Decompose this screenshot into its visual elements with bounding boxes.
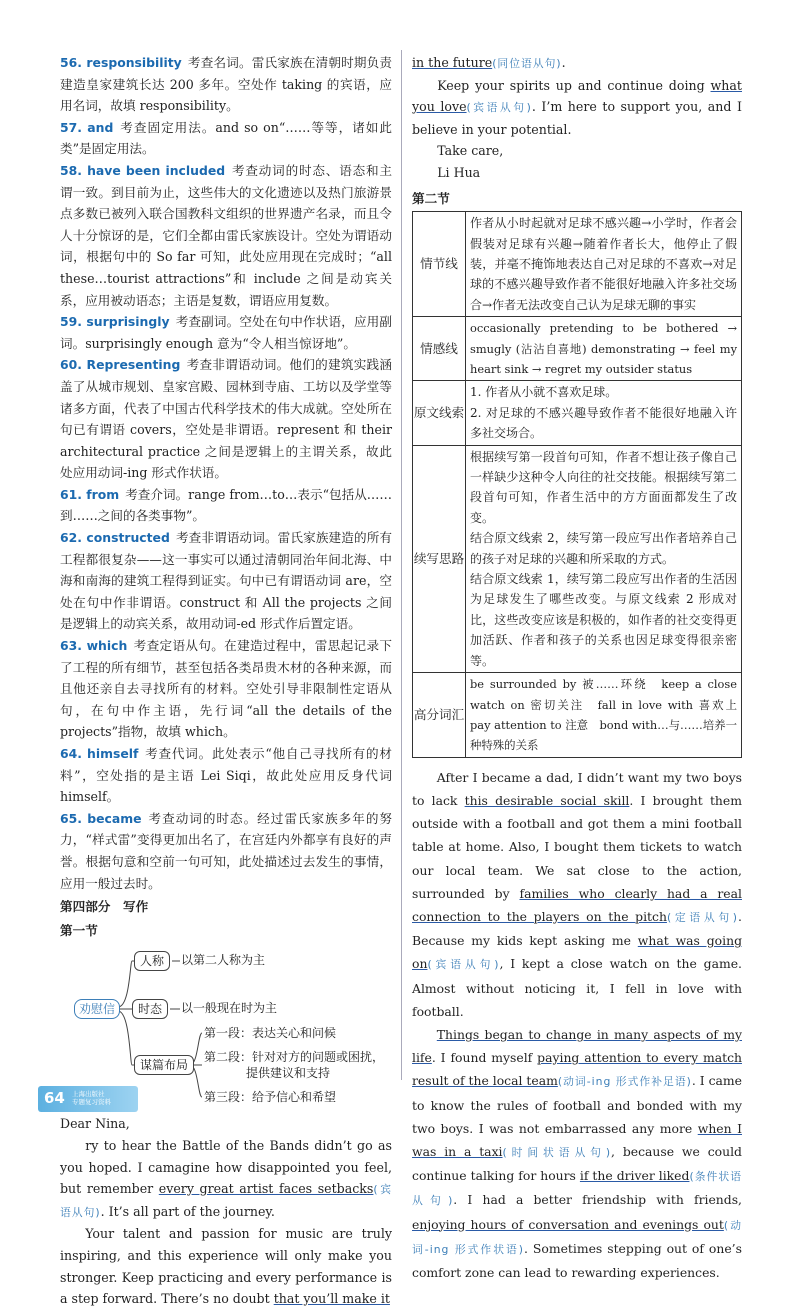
sample-letter-continued	[412, 52, 742, 184]
right-column	[412, 52, 749, 1284]
letter-p1-text-c: . It’s all part of the journey.	[100, 1203, 275, 1219]
mindmap-tense-desc: 以一般现在时为主	[181, 1001, 278, 1016]
letter-p1-underlined: every great artist faces setbacks	[158, 1181, 374, 1197]
letter-p2-text-c: .	[561, 55, 566, 70]
analysis-row	[413, 673, 742, 758]
mindmap-para1: 第一段：表达关心和问候	[204, 1026, 337, 1041]
essay-p2-underlined-1: Things began to change in many aspects of my life	[412, 1026, 742, 1066]
answer-text: 考查介词。range from…to…表示“包括从……到……之间的各类事物”。	[60, 486, 392, 524]
analysis-row-content: 1. 作者从小就不喜欢足球。 2. 对足球的不感兴趣导致作者不能很好地融入许多社交场合。	[466, 381, 742, 445]
answer-item	[60, 354, 392, 484]
essay-p2-note-3: (条件状语从句)	[412, 1170, 742, 1208]
analysis-row-content: 作者从小时起就对足球不感兴趣→小学时，作者会假装对足球有兴趣→随着作者长大，他停止了假装，并毫不掩饰地表达自己对足球的不喜欢→对足球的不感兴趣导致作者不能很好地融入许多社交场合→作者无法改变自己认为足球无聊的事实	[466, 212, 742, 317]
section1-title: 第一节	[60, 922, 98, 938]
letter-p3-note: (宾语从句)	[466, 101, 532, 115]
answer-item	[60, 808, 392, 894]
analysis-row-label: 原文线索	[413, 381, 466, 445]
mindmap-person-desc: 以第二人称为主	[181, 953, 266, 968]
answer-item	[60, 117, 392, 160]
letter-p2-note: (同位语从句)	[492, 57, 562, 70]
answer-text: 考查非谓语动词。他们的建筑实践涵盖了从城市规划、皇家宫殿、园林到寺庙、工坊以及学堂等诸多方面，代表了中国古代科学技术的伟大成就。空处所在句已有谓语 covers，空处是非谓语。represent 和 their architectural practice 之间是逻辑上的主谓关系，故此处应用动词-ing 形式作状语。	[60, 357, 393, 481]
analysis-row-label: 续写思路	[413, 445, 466, 672]
answer-number: 64. himself	[60, 746, 139, 761]
answer-item	[60, 743, 392, 808]
letter-paragraph-1	[60, 1135, 392, 1223]
mindmap-node-tense: 时态	[132, 999, 168, 1019]
page-number: 64	[44, 1089, 65, 1107]
answer-number: 58. have been included	[60, 162, 226, 178]
essay-p1-text-c: . Because my kids kept asking me	[412, 908, 742, 949]
mindmap-para2-line1: 第二段：针对对方的问题或困扰，	[204, 1050, 385, 1065]
answer-number: 60. Representing	[60, 357, 181, 373]
answer-text: 考查名词。雷氏家族在清朝时期负责建造皇家建筑长达 200 多年。空处作 taking 的宾语，应用名词，故填 responsibility。	[60, 55, 393, 114]
section2-title: 第二节	[412, 190, 450, 206]
essay-p2-note-1: (动词-ing 形式作补足语)	[557, 1075, 692, 1089]
letter-p3-text-a: Keep your spirits up and continue doing	[437, 77, 711, 93]
letter-p1-note: (宾语从句)	[60, 1183, 393, 1219]
mindmap-node-layout: 谋篇布局	[134, 1055, 194, 1075]
answer-number: 59. surprisingly	[60, 314, 170, 330]
answer-item	[60, 484, 392, 527]
essay-p2-underlined-2: paying attention to every match result of the local team	[412, 1050, 742, 1089]
answer-text: 考查动词的时态。经过雷氏家族多年的努力，“样式雷”变得更加出名了，在宫廷内外都享有良好的声誉。根据句意和空前一句可知，此处描述过去发生的事情，应用一般过去时。	[60, 810, 392, 891]
answer-number: 61. from	[60, 486, 120, 502]
badge-caption-line1: 上海出版社	[72, 1090, 105, 1098]
essay-p1-note-1: (定语从句)	[666, 910, 739, 924]
analysis-row-label: 情感线	[413, 317, 466, 381]
letter-salutation: Dear Nina,	[60, 1116, 130, 1132]
essay-p1-text-d: , I kept a close watch on the game. Almost without noticing it, I fell in love with football.	[412, 956, 742, 1019]
essay-p2-note-2: (时间状语从句)	[502, 1145, 612, 1159]
badge-caption	[72, 1090, 111, 1106]
analysis-row-label: 高分词汇	[413, 673, 466, 758]
analysis-row-content: be surrounded by 被……环绕 keep a close watch on 密切关注 fall in love with 喜欢上 pay attention to 注意 bond with…与……培养一种特殊的关系	[466, 673, 742, 758]
letter-paragraph-2	[60, 1223, 392, 1309]
badge-caption-line2: 专题复习资料	[72, 1098, 111, 1106]
mindmap-root: 劝慰信	[74, 999, 120, 1019]
essay-p2-note-4: (动词-ing 形式作状语)	[412, 1218, 742, 1256]
essay-p2-underlined-3: when I was in a taxi	[412, 1120, 742, 1159]
essay-p2-text-c: , because we could continue talking for hours	[412, 1143, 742, 1184]
answer-item	[60, 52, 392, 117]
answer-number: 56. responsibility	[60, 55, 182, 70]
letter-p1-text-a: ry to hear the Battle of the Bands didn’t go as you hoped. I ca	[60, 1137, 392, 1175]
answer-text: 考查代词。此处表示“他自己寻找所有的材料”，空处指的是主语 Lei Siqi，故此处应用反身代词 himself。	[60, 746, 392, 805]
mindmap-para3: 第三段：给予信心和希望	[204, 1090, 337, 1105]
letter-closing: Take care,	[437, 143, 504, 159]
answer-explanations	[60, 52, 392, 894]
answer-text: 考查副词。空处在句中作状语，应用副词。surprisingly enough 意为“令人相当惊讶地”。	[60, 314, 393, 351]
answer-number: 57. and	[60, 119, 114, 135]
page-number-badge	[38, 1086, 138, 1112]
answer-item	[60, 527, 392, 635]
letter-p1-text-b: magine how disappointed you feel, but remember	[60, 1159, 392, 1197]
answer-number: 63. which	[60, 638, 128, 654]
mindmap-node-person: 人称	[134, 951, 170, 971]
letter-p2-text-a: Your talent and passion for music are truly inspiring, and this experience will only make you stronger. Keep practicing and every performance is a step forward. There’s no doubt	[60, 1226, 392, 1307]
mindmap-para2-line2: 提供建议和支持	[246, 1066, 331, 1081]
analysis-row-content: 根据续写第一段首句可知，作者不想让孩子像自己一样缺少这种令人向往的社交技能。根据续写第二段首句可知，作者生活中的方方面面都发生了改变。 结合原文线索 2，续写第一段应写出作者培养自己的孩子对足球的兴趣和所采取的方式。 结合原文线索 1，续写第二段应写出作者的生活因为足球发生了哪些改变。与原文线索 2 形成对比，这些改变应该是积极的，如作者的社交变得更加活跃、作者和孩子的关系也因足球变得很亲密等。	[466, 445, 742, 672]
analysis-row-content: occasionally pretending to be bothered → smugly (沾沾自喜地) demonstrating → feel my heart sink → regret my outsider status	[466, 317, 742, 381]
essay-p1-text-a: After I became a dad, I didn’t want my two boys to lack	[412, 769, 742, 808]
answer-item	[60, 160, 392, 311]
part4-title: 第四部分 写作	[60, 899, 149, 915]
answer-item	[60, 635, 392, 743]
essay-paragraph-1	[412, 766, 742, 1023]
essay-p2-underlined-5: enjoying hours of conversation and evenings out	[412, 1216, 724, 1232]
essay-p1-underlined-3: what was going on	[412, 933, 742, 972]
answer-text: 考查固定用法。and so on“……等等，诸如此类”是固定用法。	[60, 119, 392, 157]
essay-paragraph-2	[412, 1023, 742, 1284]
answer-item	[60, 311, 392, 354]
sample-letter	[60, 1113, 392, 1309]
letter-p2-underlined: that you’ll make it	[273, 1291, 390, 1307]
letter-paragraph-2-cont	[412, 52, 742, 75]
left-column	[60, 52, 392, 1310]
continuation-essay	[412, 766, 742, 1284]
letter-p3-underlined: what you love	[412, 77, 742, 115]
column-divider	[401, 50, 402, 1080]
analysis-row	[413, 445, 742, 672]
essay-p1-note-2: (宾语从句)	[427, 958, 500, 972]
answer-number: 65. became	[60, 810, 142, 826]
letter-p2-underlined-2: in the future	[412, 55, 493, 70]
analysis-row	[413, 381, 742, 445]
answer-text: 考查动词的时态、语态和主谓一致。到目前为止，这些伟大的文化遗迹以及热门旅游景点多数已被列入联合国教科文组织的世界遗产名录，而且令人十分惊讶的是，它们全都由雷氏家族设计。空处为谓语动词，根据句中的 So far 可知，此处应用现在完成时；“all these…tourist attractions”和 include 之间是动宾关系，应用被动语态；主语是复数，谓语应用复数。	[60, 162, 392, 308]
analysis-row-label: 情节线	[413, 212, 466, 317]
essay-p2-underlined-4: if the driver liked	[579, 1168, 690, 1184]
letter-p3-text-b: . I’m here to support you, and I believe in your potential.	[412, 99, 742, 137]
analysis-row	[413, 317, 742, 381]
answer-text: 考查定语从句。在建造过程中，雷思起记录下了工程的所有细节，甚至包括各类昂贵木材的各种来源，而且他还亲自去寻找所有的材料。空处引导非限制性定语从句，在句中作主语，先行词“all the details of the projects”指物，故填 which。	[60, 638, 393, 740]
letter-paragraph-3	[412, 75, 742, 141]
analysis-table	[412, 211, 749, 758]
essay-p1-text-b: . I brought them outside with a football and got them a mini football table at home. Also, I bought them tickets to watch our local team. We sat close to the action, surrounded by	[412, 792, 742, 901]
essay-p1-underlined-2: families who clearly had a real connection to the players on the pitch	[412, 885, 742, 924]
essay-p2-text-e: . Sometimes stepping out of one’s comfort zone can lead to rewarding experiences.	[412, 1240, 742, 1280]
essay-p2-text-b: . I came to know the rules of football and bonded with my two boys. I was not embarrassed any more	[412, 1073, 742, 1136]
essay-p2-text-a: . I found myself	[431, 1050, 538, 1066]
analysis-row	[413, 212, 742, 317]
letter-signature: Li Hua	[437, 164, 481, 180]
writing-mindmap	[60, 947, 392, 1105]
answer-number: 62. constructed	[60, 530, 170, 546]
answer-text: 考查非谓语动词。雷氏家族建造的所有工程都很复杂——这一事实可以通过清朝同治年间北海、中海和南海的建筑工程得到证实。句中已有谓语动词 are，空处在句中作非谓语。construct 和 All the projects 之间是逻辑上的动宾关系，故用动词-ed 形式作后置定语。	[60, 530, 393, 632]
essay-p1-underlined-1: this desirable social skill	[464, 792, 630, 808]
essay-p2-text-d: . I had a better friendship with friends,	[453, 1192, 742, 1208]
